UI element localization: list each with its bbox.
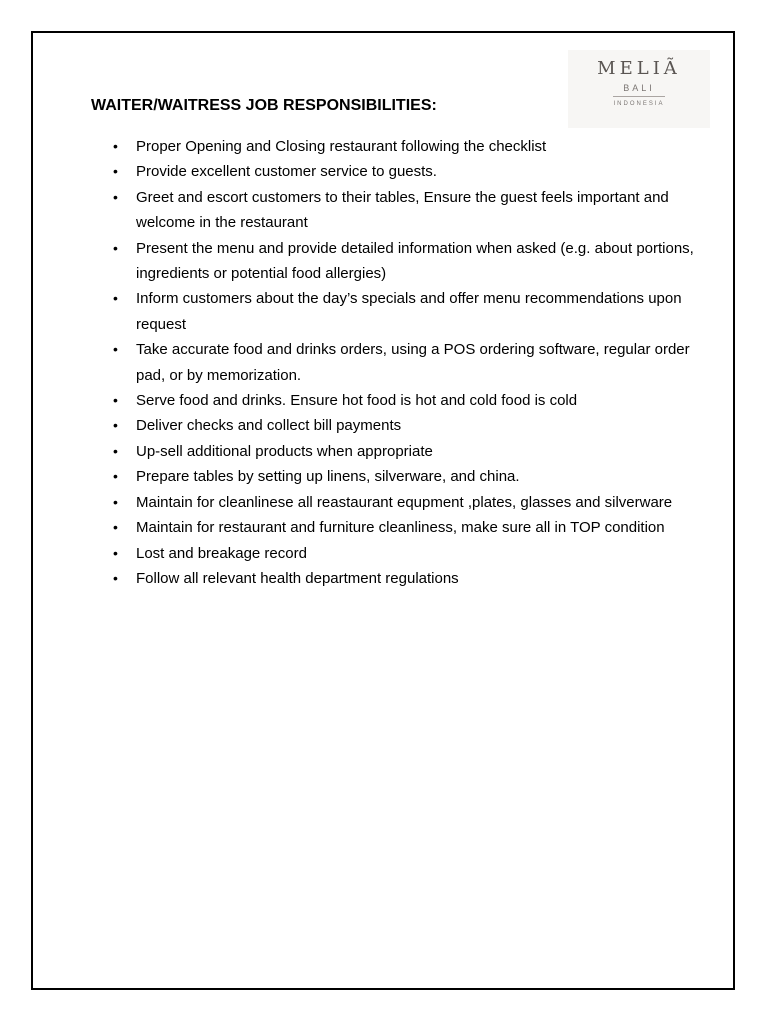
document-title: WAITER/WAITRESS JOB RESPONSIBILITIES: [91, 97, 437, 114]
bullet-icon: • [113, 239, 118, 256]
list-item-text: Deliver checks and collect bill payments [136, 417, 402, 435]
bullet-icon: • [113, 188, 118, 205]
list-item-text: Provide excellent customer service to guests. [136, 163, 437, 181]
responsibilities-list [113, 134, 706, 591]
list-item-text: Maintain for restaurant and furniture cleanliness, make sure all in TOP condition [136, 519, 665, 537]
list-item-text: Proper Opening and Closing restaurant following the checklist [136, 138, 547, 155]
list-item-text: Serve food and drinks. Ensure hot food is hot and cold food is cold [136, 392, 578, 410]
list-item [113, 566, 706, 591]
bullet-icon: • [113, 163, 118, 180]
bullet-icon: • [113, 442, 118, 459]
list-item [113, 185, 706, 236]
bullet-icon: • [113, 493, 118, 510]
melia-bali-logo [568, 50, 710, 128]
list-item [113, 337, 706, 388]
bullet-icon: • [113, 138, 118, 154]
logo-divider [613, 96, 665, 97]
list-item-text: Take accurate food and drinks orders, using a POS ordering software, regular order pad, or by memorization. [136, 341, 690, 384]
list-item-text: Follow all relevant health department regulations [136, 569, 459, 587]
list-item-text: Present the menu and provide detailed information when asked (e.g. about portions, ingredients or potential food allergies) [136, 239, 694, 283]
list-item [113, 439, 706, 464]
logo-country: INDONESIA [613, 101, 665, 107]
bullet-icon: • [113, 468, 118, 485]
list-item-text: Greet and escort customers to their tables, Ensure the guest feels important and welcome in the restaurant [136, 188, 669, 232]
list-item-text: Up-sell additional products when appropriate [136, 442, 433, 460]
logo-brand-name: MELIÃ [597, 58, 681, 79]
bullet-icon: • [113, 290, 118, 307]
list-item [113, 515, 706, 540]
bullet-icon: • [113, 519, 118, 536]
list-item-text: Lost and breakage record [136, 544, 307, 562]
list-item-text: Maintain for cleanlinese all reastaurant equpment ,plates, glasses and silverware [136, 493, 673, 511]
list-item [113, 541, 706, 566]
bullet-icon: • [113, 569, 118, 586]
list-item [113, 413, 706, 438]
list-item [113, 286, 706, 337]
list-item [113, 159, 706, 184]
list-item [113, 464, 706, 489]
logo-city: BALI [623, 83, 655, 93]
bullet-icon: • [113, 544, 118, 561]
bullet-icon: • [113, 341, 118, 358]
list-item [113, 388, 706, 413]
list-item-text: Prepare tables by setting up linens, silverware, and china. [136, 468, 520, 486]
list-item [113, 490, 706, 515]
bullet-icon: • [113, 392, 118, 409]
bullet-icon: • [113, 417, 118, 434]
list-item [113, 236, 706, 287]
list-item-text: Inform customers about the day’s specials and offer menu recommendations upon request [136, 290, 682, 333]
list-item [113, 134, 706, 159]
